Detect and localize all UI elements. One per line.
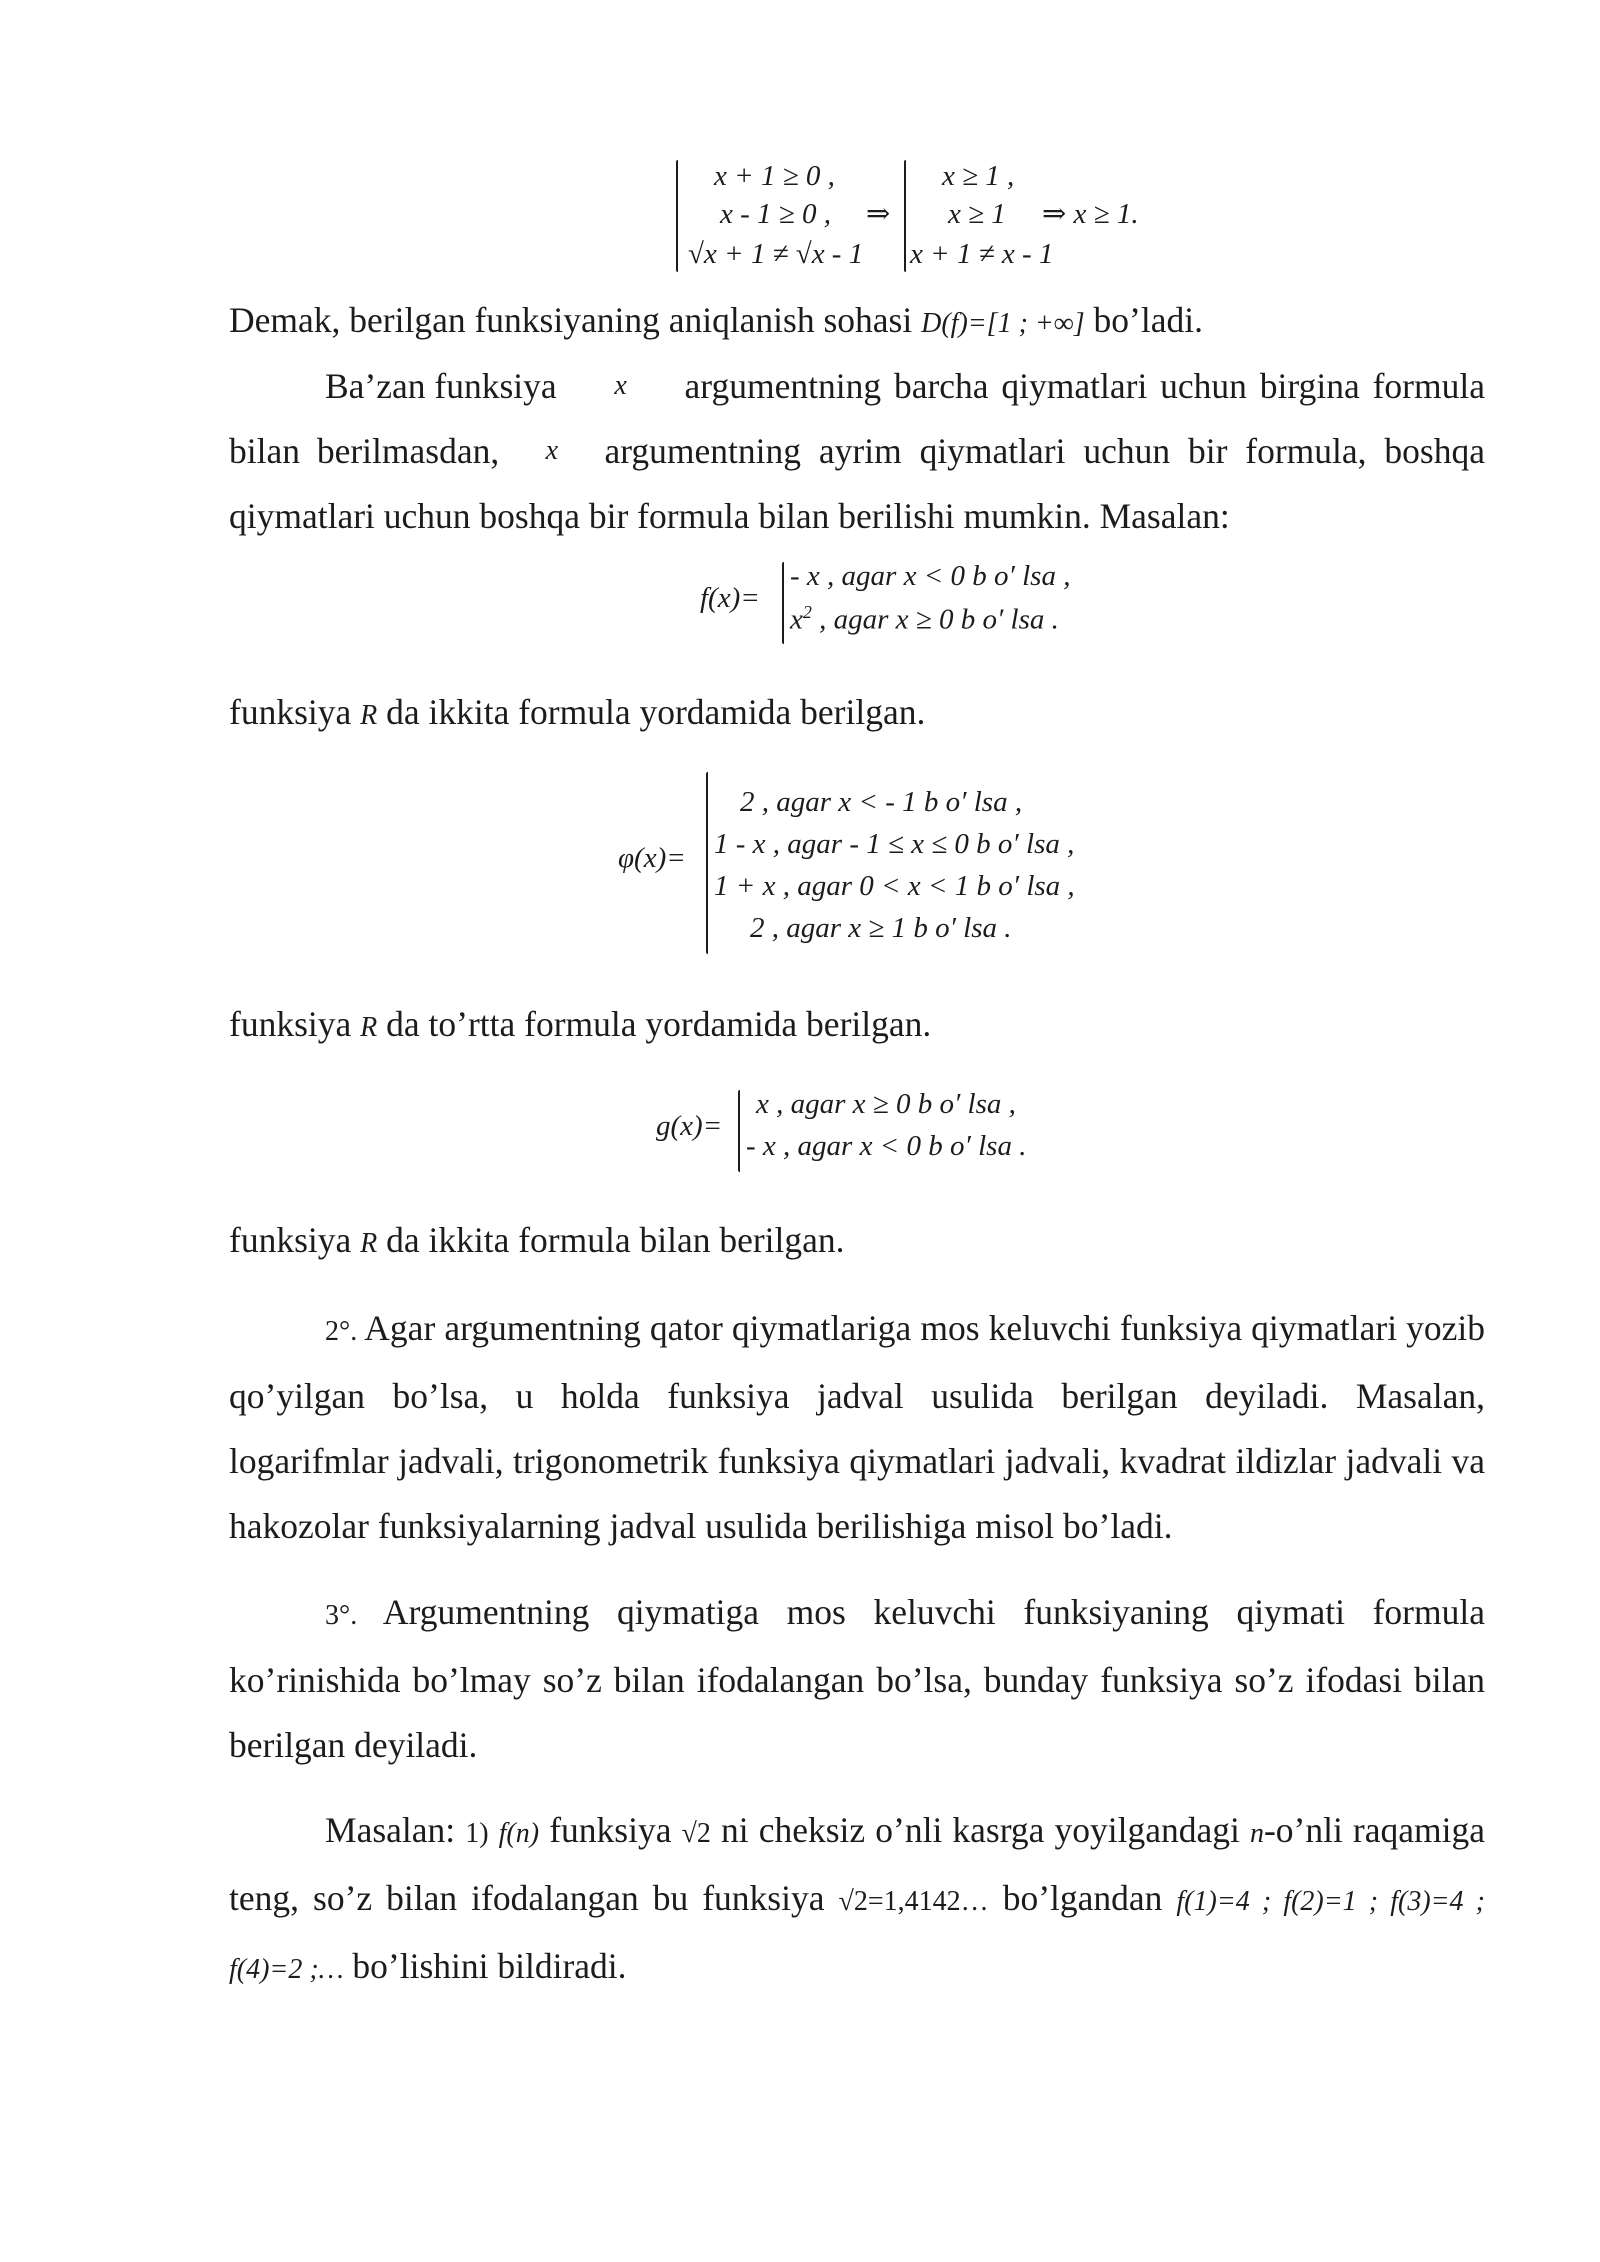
phi-row-2: 1 - x , agar - 1 ≤ x ≤ 0 b o′ lsa ,	[714, 828, 1075, 860]
formula-system-1	[670, 160, 1230, 280]
phi-brace	[706, 772, 708, 954]
phi-row-3: 1 + x , agar 0 < x < 1 b o′ lsa ,	[714, 870, 1075, 902]
sentence-phi-four-formulas: funksiya R da to’rtta formula yordamida berilgan.	[229, 1004, 932, 1044]
para-example-sqrt2: Masalan: 1) f(n) funksiya √2 ni cheksiz o’nli kasrga yoyilgandagi n-o’nli raqamiga teng, so’z bilan ifodalangan bu funksiya √2=1,4142… bo’lgandan f(1)=4 ; f(2)=1 ; f(3)=4 ; f(4)=2 ;… bo’lishini bildiradi.	[229, 1810, 1486, 1986]
f-lhs: f(x)=	[700, 582, 760, 614]
implies-arrow: ⇒	[866, 198, 891, 230]
function-values: f(1)=4 ; f(2)=1 ; f(3)=4 ; f(4)=2 ;…	[229, 1886, 1486, 1985]
para2-line-1: Ba’zan funksiya x argumentning barcha qiymatlari uchun birgina formula	[325, 366, 1485, 406]
domain-expression: D(f)=[1 ; +∞]	[921, 308, 1085, 339]
phi-row-1: 2 , agar x < - 1 b o′ lsa ,	[740, 786, 1023, 818]
para-verbal-method: 3°. Argumentning qiymatiga mos keluvchi funksiyaning qiymati formula ko’rinishida bo’lmay so’z bilan ifodalangan bo’lsa, bunday funksiya so’z ifodasi bilan berilgan deyiladi.	[229, 1592, 1485, 1765]
left-brace	[676, 160, 678, 272]
g-lhs: g(x)=	[656, 1110, 723, 1142]
sentence-g-two-formulas: funksiya R da ikkita formula bilan berilgan.	[229, 1220, 845, 1260]
f-row-1: - x , agar x < 0 b o′ lsa ,	[790, 560, 1071, 592]
phi-lhs: φ(x)=	[618, 842, 686, 874]
sys1-right-row-3: x + 1 ≠ x - 1	[910, 238, 1054, 270]
g-row-1: x , agar x ≥ 0 b o′ lsa ,	[756, 1088, 1016, 1120]
sys1-right-row-1: x ≥ 1 ,	[942, 160, 1015, 192]
section-number-2: 2°.	[325, 1316, 358, 1347]
sys1-right-row-2: x ≥ 1	[948, 198, 1006, 230]
right-brace	[904, 160, 906, 272]
para-table-method: 2°. Agar argumentning qator qiymatlariga mos keluvchi funksiya qiymatlari yozib qo’yilgan bo’lsa, u holda funksiya jadval usulida berilgan deyiladi. Masalan, logarifmlar jadvali, trigonometrik funksiya qiymatlari jadvali, kvadrat ildizlar jadvali va hakozolar funksiyalarning jadval usulida berilishiga misol bo’ladi.	[229, 1308, 1485, 1546]
g-row-2: - x , agar x < 0 b o′ lsa .	[746, 1130, 1027, 1162]
sys1-result: ⇒ x ≥ 1.	[1042, 198, 1139, 230]
f-row-2: $x^2$ , agar x ≥ 0 b o′ lsa .	[790, 602, 1059, 636]
para2-line-2: bilan berilmasdan, x argumentning ayrim qiymatlari uchun bir formula, boshqa	[229, 431, 1485, 471]
sqrt2: √2	[681, 1818, 711, 1849]
phi-row-4: 2 , agar x ≥ 1 b o′ lsa .	[750, 912, 1012, 944]
formula-g-piecewise	[656, 1088, 1116, 1178]
sentence-f-two-formulas: funksiya R da ikkita formula yordamida berilgan.	[229, 692, 926, 732]
section-number-3: 3°.	[325, 1600, 358, 1631]
domain-sentence: Demak, berilgan funksiyaning aniqlanish sohasi D(f)=[1 ; +∞] bo’ladi.	[229, 300, 1203, 340]
formula-f-piecewise	[700, 560, 1160, 650]
sys1-row-1: x + 1 ≥ 0 ,	[714, 160, 835, 192]
sys1-row-2: x - 1 ≥ 0 ,	[720, 198, 831, 230]
sys1-row-3: √x + 1 ≠ √x - 1	[688, 238, 864, 270]
formula-phi-piecewise	[618, 770, 1138, 960]
sqrt2-value: √2=1,4142…	[838, 1886, 989, 1917]
para2-line-3: qiymatlari uchun boshqa bir formula bilan berilishi mumkin. Masalan:	[229, 496, 1230, 536]
g-brace	[738, 1090, 740, 1172]
f-brace	[782, 562, 784, 644]
